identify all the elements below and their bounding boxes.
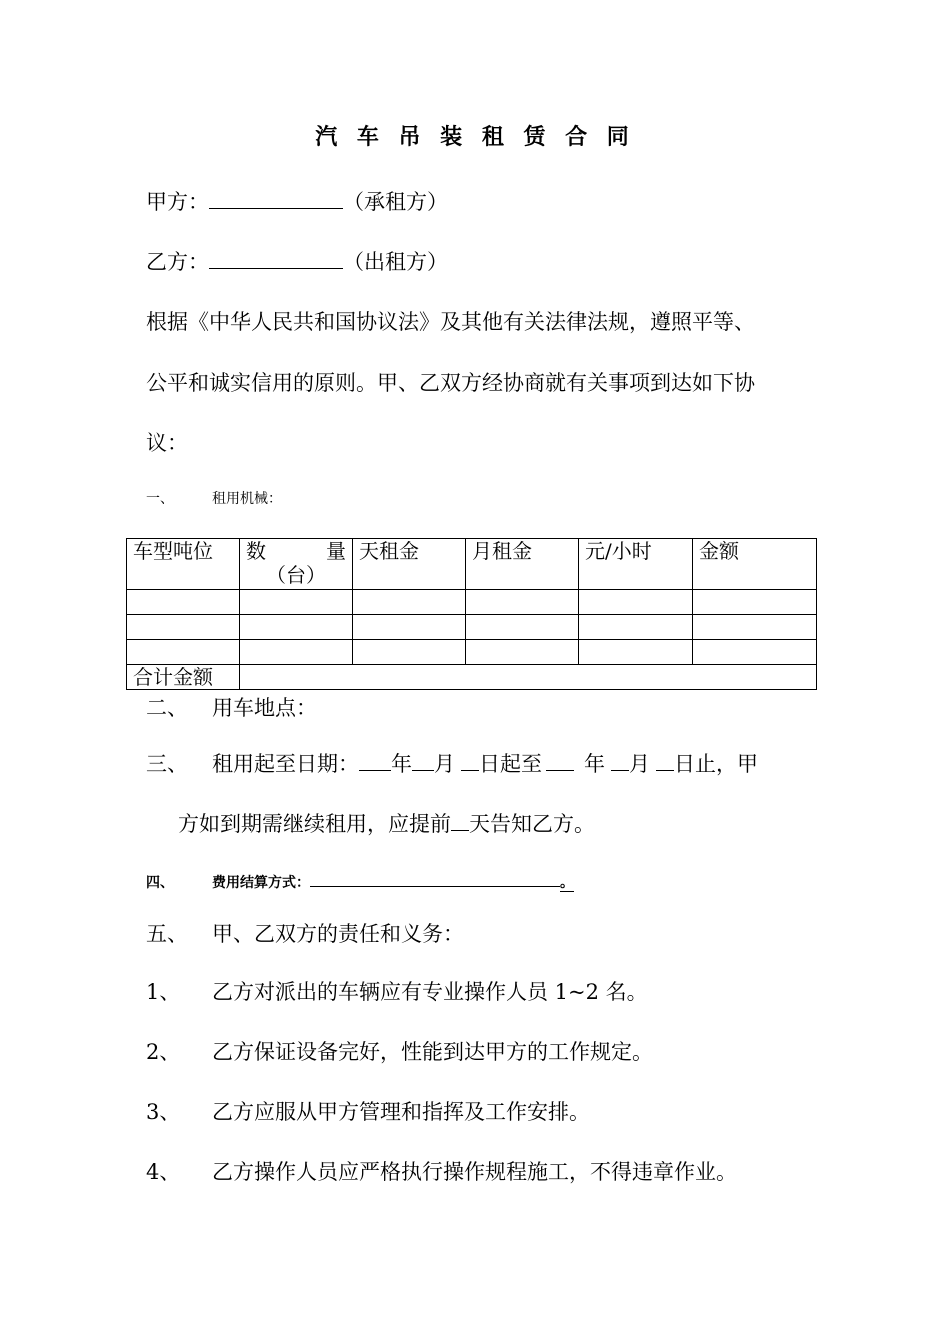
table-row bbox=[127, 590, 817, 615]
notice-days-blank[interactable] bbox=[451, 809, 469, 831]
table-cell[interactable] bbox=[693, 590, 817, 615]
party-b-role: （出租方） bbox=[343, 250, 448, 274]
party-a-blank[interactable] bbox=[209, 187, 343, 209]
section-3-line-2 bbox=[178, 808, 595, 838]
start-month-blank[interactable] bbox=[412, 749, 434, 771]
table-cell[interactable] bbox=[693, 640, 817, 665]
total-amount-cell[interactable] bbox=[240, 665, 817, 690]
section-5 bbox=[146, 918, 464, 948]
section-3-label: 租用起至日期： bbox=[212, 752, 359, 776]
section-4 bbox=[146, 872, 574, 892]
table-cell[interactable] bbox=[353, 640, 466, 665]
list-item-text: 乙方应服从甲方管理和指挥及工作安排。 bbox=[212, 1100, 590, 1124]
col-header-quantity: 数 量 （台） bbox=[240, 539, 353, 590]
list-item-text: 乙方保证设备完好，性能到达甲方的工作规定。 bbox=[212, 1040, 653, 1064]
section-1-number: 一、 bbox=[146, 491, 174, 507]
table-cell[interactable] bbox=[127, 615, 240, 640]
intro-line-3: 议： bbox=[146, 431, 188, 455]
table-cell[interactable] bbox=[127, 590, 240, 615]
party-b-blank[interactable] bbox=[209, 247, 343, 269]
table-cell[interactable] bbox=[466, 590, 579, 615]
start-day-label: 日起至 bbox=[479, 752, 542, 776]
list-item bbox=[146, 1156, 737, 1186]
list-item-number: 3、 bbox=[146, 1100, 181, 1124]
table-cell[interactable] bbox=[353, 590, 466, 615]
party-b-label: 乙方： bbox=[146, 250, 209, 274]
section-2 bbox=[146, 692, 317, 722]
table-header-row bbox=[127, 539, 817, 590]
end-year-blank[interactable] bbox=[546, 749, 574, 771]
col-header-hourly-rate: 元/小时 bbox=[579, 539, 693, 590]
table-row bbox=[127, 615, 817, 640]
section-3-number: 三、 bbox=[146, 752, 188, 776]
document-title: 汽 车 吊 装 租 赁 合 同 bbox=[315, 124, 635, 150]
table-cell[interactable] bbox=[579, 590, 693, 615]
party-b-line bbox=[146, 246, 448, 276]
col-header-monthly-rent: 月租金 bbox=[466, 539, 579, 590]
start-month-label: 月 bbox=[434, 752, 455, 776]
party-a-role: （承租方） bbox=[343, 190, 448, 214]
notice-text-end: 天告知乙方。 bbox=[469, 812, 595, 836]
section-5-number: 五、 bbox=[146, 922, 188, 946]
list-item-text: 乙方操作人员应严格执行操作规程施工，不得违章作业。 bbox=[212, 1160, 737, 1184]
section-3-line-1 bbox=[146, 748, 758, 778]
settlement-method-blank[interactable] bbox=[310, 872, 560, 887]
table-cell[interactable] bbox=[579, 640, 693, 665]
party-a-label: 甲方： bbox=[146, 190, 209, 214]
table-cell[interactable] bbox=[240, 640, 353, 665]
list-item-number: 1、 bbox=[146, 980, 181, 1004]
list-item-number: 4、 bbox=[146, 1160, 181, 1184]
table-cell[interactable] bbox=[693, 615, 817, 640]
section-4-end: 。 bbox=[560, 875, 574, 891]
section-4-number: 四、 bbox=[146, 875, 174, 891]
party-a-line bbox=[146, 186, 448, 216]
end-day-label: 日止，甲 bbox=[674, 752, 758, 776]
col-header-daily-rent: 天租金 bbox=[353, 539, 466, 590]
section-2-number: 二、 bbox=[146, 696, 188, 720]
rental-table bbox=[126, 538, 817, 690]
table-row bbox=[127, 640, 817, 665]
start-day-blank[interactable] bbox=[461, 749, 479, 771]
table-cell[interactable] bbox=[353, 615, 466, 640]
table-cell[interactable] bbox=[466, 615, 579, 640]
list-item-number: 2、 bbox=[146, 1040, 181, 1064]
section-5-text: 甲、乙双方的责任和义务： bbox=[212, 922, 464, 946]
total-label: 合计金额 bbox=[127, 665, 240, 690]
section-2-text: 用车地点： bbox=[212, 696, 317, 720]
col-header-amount: 金额 bbox=[693, 539, 817, 590]
start-year-blank[interactable] bbox=[359, 749, 391, 771]
table-cell[interactable] bbox=[466, 640, 579, 665]
table-cell[interactable] bbox=[579, 615, 693, 640]
col-header-model: 车型吨位 bbox=[127, 539, 240, 590]
table-cell[interactable] bbox=[240, 590, 353, 615]
end-year-label: 年 bbox=[584, 752, 605, 776]
list-item bbox=[146, 1096, 590, 1126]
start-year-label: 年 bbox=[391, 752, 412, 776]
section-1-text: 租用机械： bbox=[212, 491, 282, 507]
end-month-label: 月 bbox=[629, 752, 650, 776]
end-month-blank[interactable] bbox=[611, 749, 629, 771]
list-item bbox=[146, 976, 648, 1006]
intro-line-1: 根据《中华人民共和国协议法》及其他有关法律法规，遵照平等、 bbox=[146, 310, 755, 334]
table-cell[interactable] bbox=[127, 640, 240, 665]
section-4-text: 费用结算方式： bbox=[212, 875, 310, 891]
list-item bbox=[146, 1036, 653, 1066]
notice-text: 方如到期需继续租用，应提前 bbox=[178, 812, 451, 836]
table-total-row bbox=[127, 665, 817, 690]
section-1 bbox=[146, 488, 282, 508]
intro-line-2: 公平和诚实信用的原则。甲、乙双方经协商就有关事项到达如下协 bbox=[146, 371, 755, 395]
list-item-text: 乙方对派出的车辆应有专业操作人员 1~2 名。 bbox=[212, 980, 648, 1004]
table-cell[interactable] bbox=[240, 615, 353, 640]
end-day-blank[interactable] bbox=[656, 749, 674, 771]
